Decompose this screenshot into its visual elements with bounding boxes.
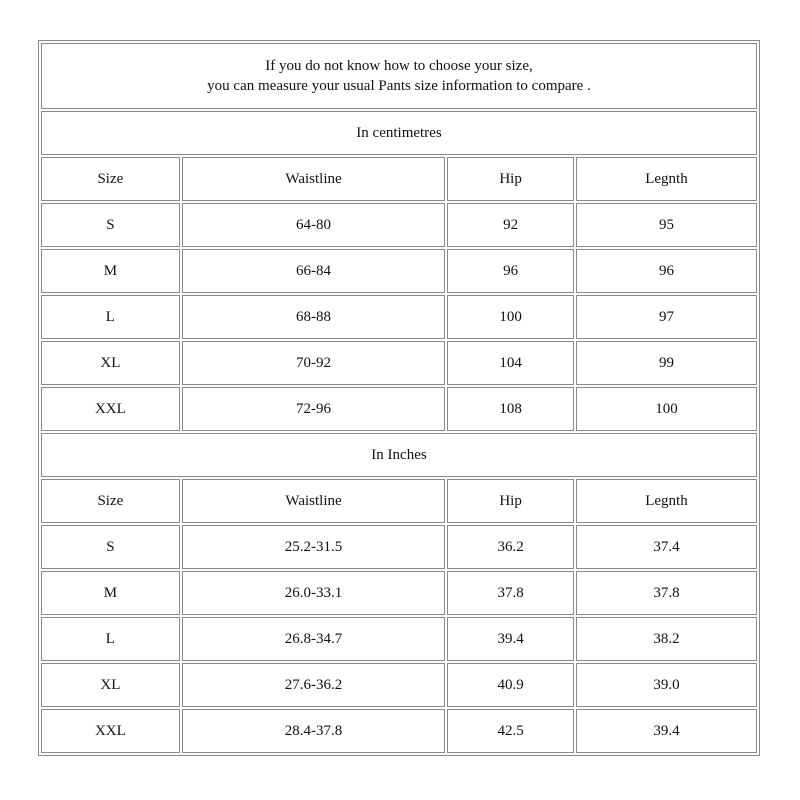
hip-cell: 39.4: [447, 617, 574, 661]
waistline-cell: 66-84: [182, 249, 445, 293]
table-row: [41, 203, 757, 247]
table-row: [41, 341, 757, 385]
hip-cell: 104: [447, 341, 574, 385]
waistline-cell: 27.6-36.2: [182, 663, 445, 707]
waistline-cell: 64-80: [182, 203, 445, 247]
length-cell: 38.2: [576, 617, 757, 661]
table-row: [41, 709, 757, 753]
intro-cell: [41, 43, 757, 109]
length-cell: 39.0: [576, 663, 757, 707]
size-cell: XL: [41, 663, 180, 707]
size-cell: M: [41, 249, 180, 293]
column-header-size: Size: [41, 157, 180, 201]
table-row: [41, 249, 757, 293]
length-cell: 39.4: [576, 709, 757, 753]
intro-line-1: If you do not know how to choose your size,: [265, 58, 533, 74]
length-cell: 95: [576, 203, 757, 247]
section-title-row: [41, 111, 757, 155]
size-cell: L: [41, 617, 180, 661]
column-header-size: Size: [41, 479, 180, 523]
table-row: [41, 617, 757, 661]
section-title-cm: In centimetres: [41, 111, 757, 155]
hip-cell: 36.2: [447, 525, 574, 569]
waistline-cell: 72-96: [182, 387, 445, 431]
hip-cell: 96: [447, 249, 574, 293]
hip-cell: 92: [447, 203, 574, 247]
length-cell: 96: [576, 249, 757, 293]
length-cell: 37.4: [576, 525, 757, 569]
waistline-cell: 26.8-34.7: [182, 617, 445, 661]
size-chart-table: [38, 40, 760, 756]
waistline-cell: 68-88: [182, 295, 445, 339]
table-row: [41, 387, 757, 431]
length-cell: 100: [576, 387, 757, 431]
length-cell: 37.8: [576, 571, 757, 615]
waistline-cell: 25.2-31.5: [182, 525, 445, 569]
size-cell: XL: [41, 341, 180, 385]
hip-cell: 37.8: [447, 571, 574, 615]
waistline-cell: 26.0-33.1: [182, 571, 445, 615]
size-cell: XXL: [41, 387, 180, 431]
hip-cell: 108: [447, 387, 574, 431]
column-header-length: Legnth: [576, 157, 757, 201]
section-title-row: [41, 433, 757, 477]
hip-cell: 40.9: [447, 663, 574, 707]
hip-cell: 42.5: [447, 709, 574, 753]
size-cell: XXL: [41, 709, 180, 753]
column-header-hip: Hip: [447, 479, 574, 523]
intro-line-2: you can measure your usual Pants size information to compare .: [207, 78, 591, 94]
table-row: [41, 295, 757, 339]
waistline-cell: 70-92: [182, 341, 445, 385]
section-title-inches: In Inches: [41, 433, 757, 477]
table-row: [41, 525, 757, 569]
column-header-waistline: Waistline: [182, 479, 445, 523]
hip-cell: 100: [447, 295, 574, 339]
waistline-cell: 28.4-37.8: [182, 709, 445, 753]
length-cell: 99: [576, 341, 757, 385]
length-cell: 97: [576, 295, 757, 339]
intro-row: [41, 43, 757, 109]
column-header-hip: Hip: [447, 157, 574, 201]
size-cell: L: [41, 295, 180, 339]
size-cell: M: [41, 571, 180, 615]
size-cell: S: [41, 525, 180, 569]
table-row: [41, 571, 757, 615]
column-header-waistline: Waistline: [182, 157, 445, 201]
table-row: [41, 663, 757, 707]
header-row: [41, 157, 757, 201]
column-header-length: Legnth: [576, 479, 757, 523]
size-cell: S: [41, 203, 180, 247]
header-row: [41, 479, 757, 523]
